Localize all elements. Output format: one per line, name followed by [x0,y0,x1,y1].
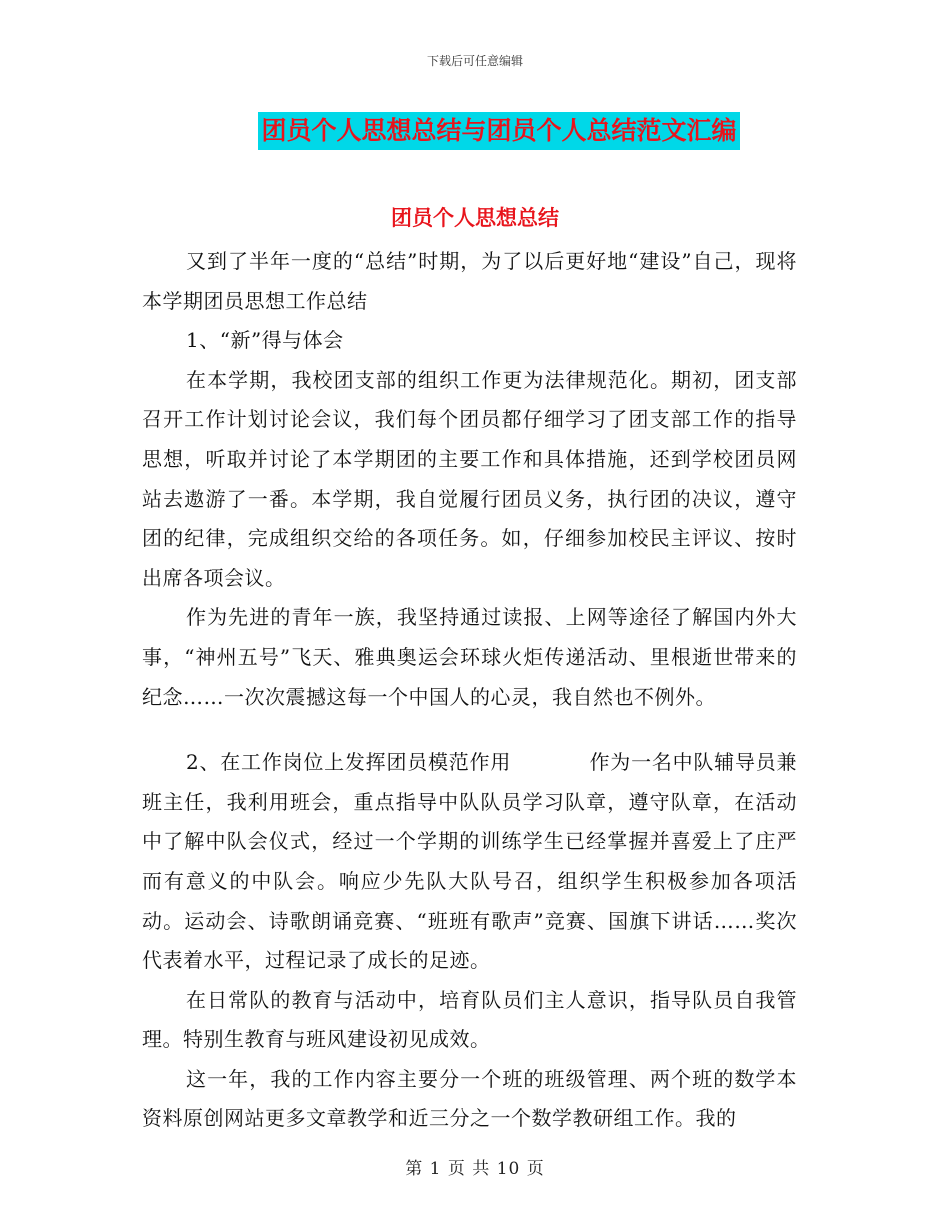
heading-item-1: 1、“新”得与体会 [186,328,344,353]
paragraph-item-2: 2、在工作岗位上发挥团员模范作用 作为一名中队辅导员兼班主任，我利用班会，重点指导中队队员学习队章，遵守队章，在活动中了解中队会仪式，经过一个学期的训练学生已经掌握并喜爱上了庄严而有意义的中队会。响应少先队大队号召，组织学生积极参加各项活动。运动会、诗歌朗诵竞赛、“班班有歌声”竞赛、国旗下讲话……奖次代表着水平，过程记录了成长的足迹。 [142,750,797,973]
page-number: 第 1 页 共 10 页 [405,1159,545,1179]
main-title-wrapper [0,112,950,150]
header-note: 下载后可任意编辑 [426,54,523,68]
paragraph-intro: 又到了半年一度的“总结”时期，为了以后更好地“建设”自己，现将本学期团员思想工作总结 [142,249,797,313]
paragraph-work-content: 这一年，我的工作内容主要分一个班的班级管理、两个班的数学本资料原创网站更多文章教学和近三分之一个数学教研组工作。我的 [142,1066,797,1131]
main-title: 团员个人思想总结与团员个人总结范文汇编 [258,112,739,150]
paragraph-current-affairs: 作为先进的青年一族，我坚持通过读报、上网等途径了解国内外大事，“神州五号”飞天、雅典奥运会环球火炬传递活动、里根逝世带来的纪念……一次次震撼这每一个中国人的心灵，我自然也不例外。 [142,605,797,709]
document-body [142,242,797,1139]
paragraph-daily-education: 在日常队的教育与活动中，培育队员们主人意识，指导队员自我管理。特别生教育与班风建设初见成效。 [142,987,797,1052]
section-title: 团员个人思想总结 [391,206,559,230]
paragraph-organization: 在本学期，我校团支部的组织工作更为法律规范化。期初，团支部召开工作计划讨论会议，我们每个团员都仔细学习了团支部工作的指导思想，听取并讨论了本学期团的主要工作和具体措施，还到学校团员网站去遨游了一番。本学期，我自觉履行团员义务，执行团的决议，遵守团的纪律，完成组织交给的各项任务。如，仔细参加校民主评议、按时出席各项会议。 [142,367,797,590]
